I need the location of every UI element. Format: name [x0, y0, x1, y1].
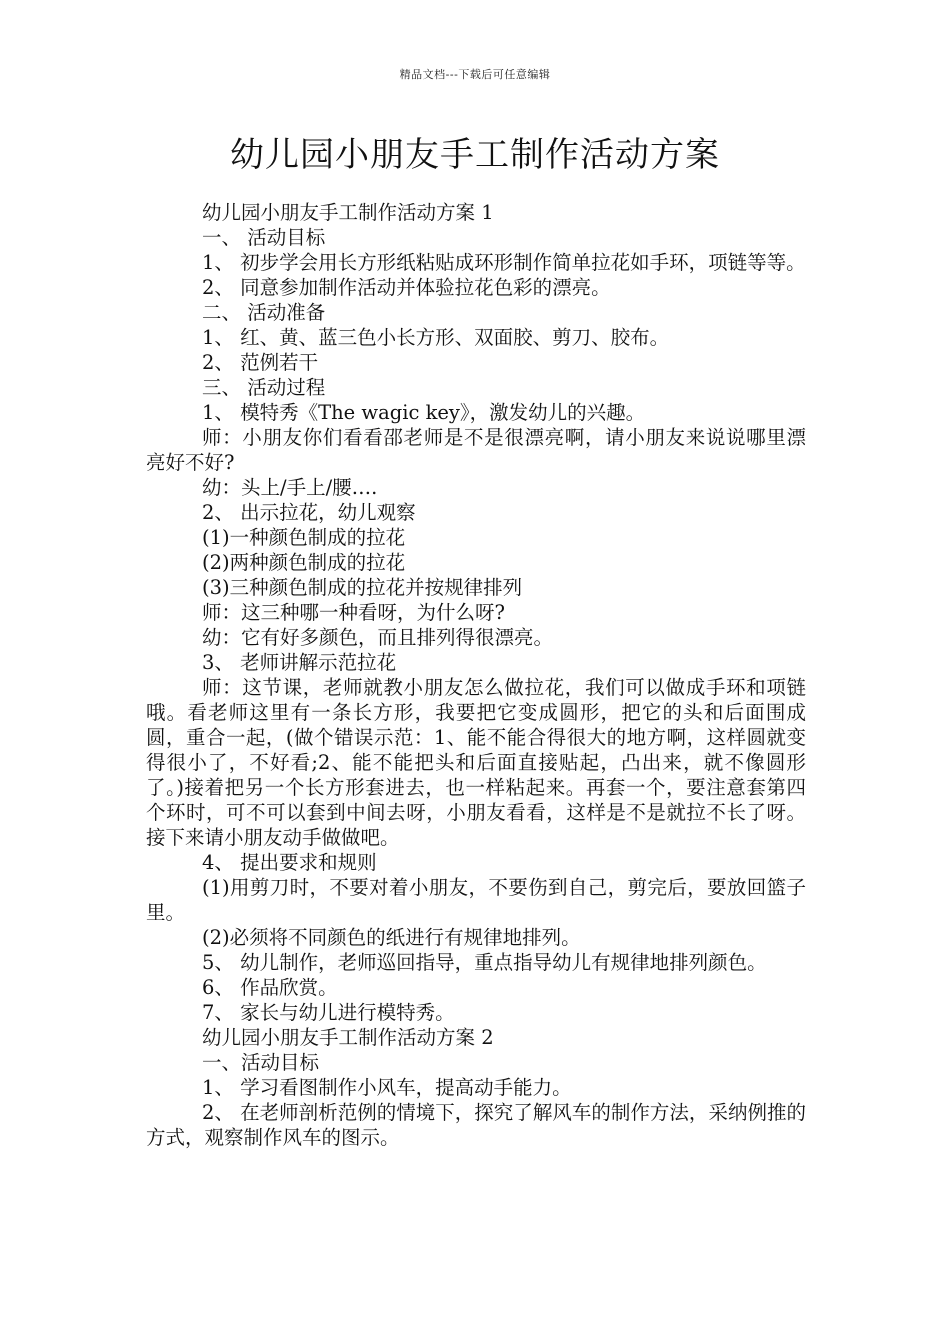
subheading: 一、活动目标 [202, 1051, 320, 1074]
dialogue-child: 幼：它有好多颜色，而且排列得很漂亮。 [202, 626, 554, 649]
list-item: (2)必须将不同颜色的纸进行有规律地排列。 [202, 926, 581, 949]
paragraph: 2、 同意参加制作活动并体验拉花色彩的漂亮。 [202, 276, 611, 299]
dialogue-teacher: 师：小朋友你们看看邵老师是不是很漂亮啊，请小朋友来说说哪里漂亮好不好? [146, 426, 806, 474]
dialogue-child: 幼：头上/手上/腰…. [202, 476, 378, 499]
paragraph: 7、 家长与幼儿进行模特秀。 [202, 1001, 455, 1024]
subheading: 三、 活动过程 [202, 376, 326, 399]
subheading: 二、 活动准备 [202, 301, 326, 324]
document-body [146, 200, 806, 1150]
header-note: 精品文档---下载后可任意编辑 [399, 68, 551, 81]
list-item: (1)一种颜色制成的拉花 [202, 526, 406, 549]
dialogue-teacher: 师：这三种哪一种看呀，为什么呀? [202, 601, 505, 624]
paragraph: 1、 初步学会用长方形纸粘贴成环形制作简单拉花如手环，项链等等。 [202, 251, 806, 274]
section-heading: 幼儿园小朋友手工制作活动方案 1 [202, 201, 494, 224]
paragraph: 1、 红、黄、蓝三色小长方形、双面胶、剪刀、胶布。 [202, 326, 670, 349]
list-item: (3)三种颜色制成的拉花并按规律排列 [202, 576, 523, 599]
paragraph: 2、 范例若干 [202, 351, 319, 374]
paragraph: 1、 模特秀《The wagic key》，激发幼儿的兴趣。 [202, 401, 646, 424]
paragraph: 2、 在老师剖析范例的情境下，探究了解风车的制作方法，采纳例推的方式，观察制作风车的图示。 [146, 1101, 806, 1149]
dialogue-teacher: 师：这节课，老师就教小朋友怎么做拉花，我们可以做成手环和项链哦。看老师这里有一条长方形，我要把它变成圆形，把它的头和后面围成圆，重合一起，(做个错误示范：1、能不能合得很大的地方啊，这样圆就变得很小了，不好看;2、能不能把头和后面直接贴起，凸出来，就不像圆形了。)接着把另一个长方形套进去，也一样粘起来。再套一个，要注意套第四个环时，可不可以套到中间去呀，小朋友看看，这样是不是就拉不长了呀。接下来请小朋友动手做做吧。 [146, 676, 806, 849]
paragraph: 3、 老师讲解示范拉花 [202, 651, 397, 674]
paragraph: 1、 学习看图制作小风车，提高动手能力。 [202, 1076, 572, 1099]
paragraph: 2、 出示拉花，幼儿观察 [202, 501, 416, 524]
paragraph: 4、 提出要求和规则 [202, 851, 377, 874]
list-item: (1)用剪刀时，不要对着小朋友，不要伤到自己，剪完后，要放回篮子里。 [146, 876, 806, 924]
paragraph: 5、 幼儿制作，老师巡回指导，重点指导幼儿有规律地排列颜色。 [202, 951, 767, 974]
subheading: 一、 活动目标 [202, 226, 326, 249]
paragraph: 6、 作品欣赏。 [202, 976, 338, 999]
section-heading: 幼儿园小朋友手工制作活动方案 2 [202, 1026, 494, 1049]
document-title: 幼儿园小朋友手工制作活动方案 [230, 135, 720, 175]
list-item: (2)两种颜色制成的拉花 [202, 551, 406, 574]
